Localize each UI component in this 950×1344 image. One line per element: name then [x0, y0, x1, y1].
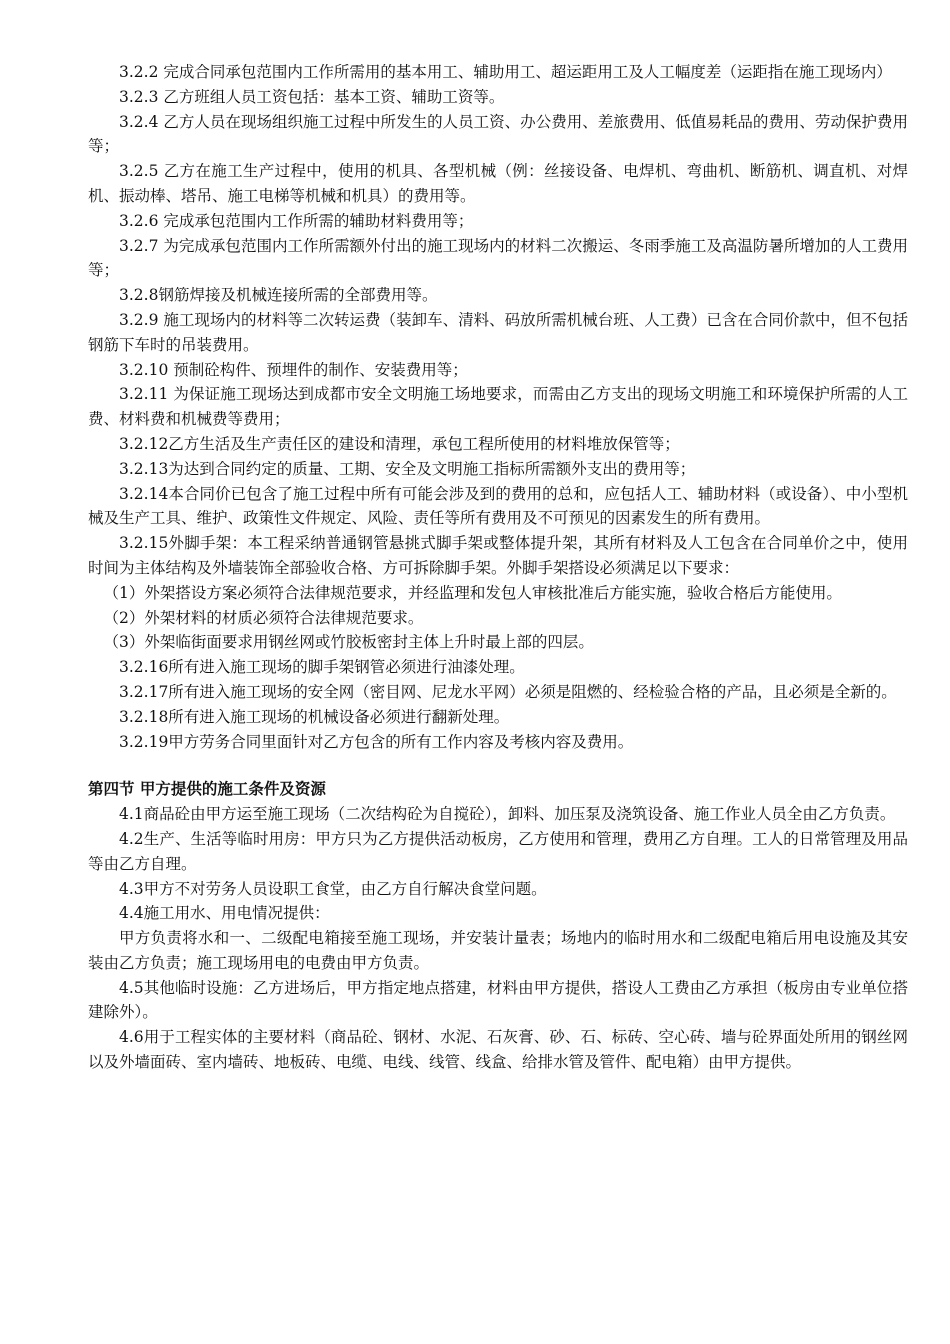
paragraph-3-2-2: 3.2.2 完成合同承包范围内工作所需用的基本用工、辅助用工、超运距用工及人工幅度差（运距指在施工现场内） [119, 63, 892, 81]
paragraph-3-2-10: 3.2.10 预制砼构件、预埋件的制作、安装费用等； [119, 360, 468, 379]
paragraph-4-5: 4.5其他临时设施：乙方进场后，甲方指定地点搭建，材料由甲方提供，搭设人工费由乙方承担（板房由专业单位搭建除外）。 [88, 978, 908, 1022]
section-4-heading: 第四节 甲方提供的施工条件及资源 [88, 780, 326, 799]
paragraph-3-2-19: 3.2.19甲方劳务合同里面针对乙方包含的所有工作内容及考核内容及费用。 [119, 732, 634, 751]
requirement-2: （2）外架材料的材质必须符合法律规范要求。 [103, 608, 424, 627]
paragraph-3-2-11: 3.2.11 为保证施工现场达到成都市安全文明施工场地要求，而需由乙方支出的现场文明施工和环境保护所需的人工费、材料费和机械费等费用； [88, 385, 908, 429]
document-page [88, 60, 908, 1075]
paragraph-4-3: 4.3甲方不对劳务人员设职工食堂，由乙方自行解决食堂问题。 [119, 879, 547, 898]
paragraph-3-2-13: 3.2.13为达到合同约定的质量、工期、安全及文明施工指标所需额外支出的费用等； [119, 459, 696, 478]
paragraph-3-2-15: 3.2.15外脚手架：本工程采纳普通钢管悬挑式脚手架或整体提升架，其所有材料及人工包含在合同单价之中，使用时间为主体结构及外墙装饰全部验收合格、方可拆除脚手架。外脚手架搭设必须满足以下要求： [88, 534, 908, 577]
paragraph-3-2-4: 3.2.4 乙方人员在现场组织施工过程中所发生的人员工资、办公费用、差旅费用、低值易耗品的费用、劳动保护费用等； [88, 112, 908, 156]
paragraph-3-2-3: 3.2.3 乙方班组人员工资包括：基本工资、辅助工资等。 [119, 87, 505, 106]
section-4-conditions [88, 777, 908, 1075]
paragraph-4-1: 4.1商品砼由甲方运至施工现场（二次结构砼为自搅砼），卸料、加压泵及浇筑设备、施工作业人员全由乙方负责。 [119, 805, 896, 824]
paragraph-3-2-12: 3.2.12乙方生活及生产责任区的建设和清理，承包工程所使用的材料堆放保管等； [119, 434, 680, 453]
section-3-cost-items [88, 60, 908, 754]
paragraph-4-4-detail: 甲方负责将水和一、二级配电箱接至施工现场，并安装计量表；场地内的临时用水和二级配电箱后用电设施及其安装由乙方负责；施工现场用电的电费由甲方负责。 [88, 929, 908, 972]
paragraph-3-2-6: 3.2.6 完成承包范围内工作所需的辅助材料费用等； [119, 211, 474, 230]
paragraph-3-2-14: 3.2.14本合同价已包含了施工过程中所有可能会涉及到的费用的总和，应包括人工、辅助材料（或设备）、中小型机械及生产工具、维护、政策性文件规定、风险、责任等所有费用及不可预见的因素发生的所有费用。 [88, 484, 908, 528]
paragraph-4-2: 4.2生产、生活等临时用房：甲方只为乙方提供活动板房，乙方使用和管理，费用乙方自理。工人的日常管理及用品等由乙方自理。 [88, 829, 908, 873]
paragraph-4-4: 4.4施工用水、用电情况提供： [119, 904, 330, 923]
paragraph-3-2-5: 3.2.5 乙方在施工生产过程中，使用的机具、各型机械（例：丝接设备、电焊机、弯曲机、断筋机、调直机、对焊机、振动棒、塔吊、施工电梯等机械和机具）的费用等。 [88, 162, 908, 205]
requirement-1: （1）外架搭设方案必须符合法律规范要求，并经监理和发包人审核批准后方能实施，验收合格后方能使用。 [103, 583, 842, 602]
requirement-3: （3）外架临街面要求用钢丝网或竹胶板密封主体上升时最上部的四层。 [103, 633, 594, 652]
paragraph-3-2-17: 3.2.17所有进入施工现场的安全网（密目网、尼龙水平网）必须是阻燃的、经检验合格的产品，且必须是全新的。 [119, 682, 897, 701]
paragraph-3-2-18: 3.2.18所有进入施工现场的机械设备必须进行翻新处理。 [119, 707, 510, 726]
paragraph-4-6: 4.6用于工程实体的主要材料（商品砼、钢材、水泥、石灰膏、砂、石、标砖、空心砖、墙与砼界面处所用的钢丝网以及外墙面砖、室内墙砖、地板砖、电缆、电线、线管、线盒、给排水管及管件、配电箱）由甲方提供。 [88, 1028, 908, 1072]
paragraph-3-2-16: 3.2.16所有进入施工现场的脚手架钢管必须进行油漆处理。 [119, 658, 525, 677]
paragraph-3-2-7: 3.2.7 为完成承包范围内工作所需额外付出的施工现场内的材料二次搬运、冬雨季施工及高温防暑所增加的人工费用等； [88, 236, 908, 280]
paragraph-3-2-8: 3.2.8钢筋焊接及机械连接所需的全部费用等。 [119, 286, 438, 305]
paragraph-3-2-9: 3.2.9 施工现场内的材料等二次转运费（装卸车、清料、码放所需机械台班、人工费）已含在合同价款中，但不包括钢筋下车时的吊装费用。 [88, 310, 908, 354]
